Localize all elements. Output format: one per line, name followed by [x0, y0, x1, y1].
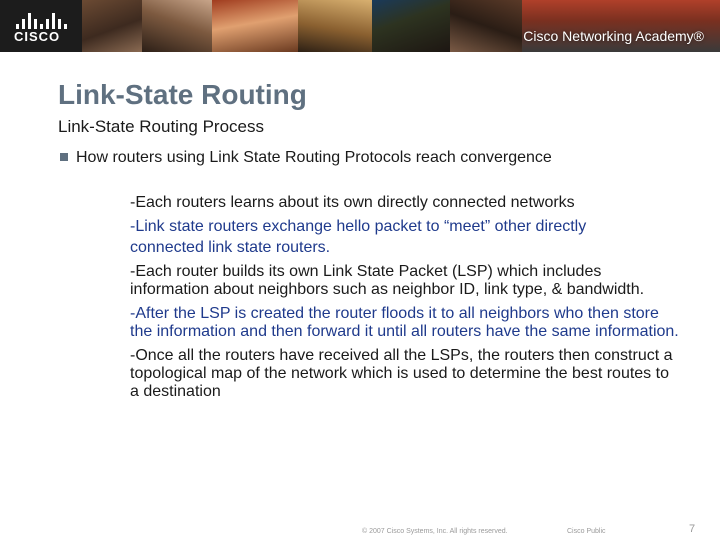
body-paragraph: -Link state routers exchange hello packet to “meet” other directly [130, 218, 587, 235]
banner-photo [298, 0, 372, 52]
page-number: 7 [689, 523, 696, 535]
cisco-bars-icon [16, 11, 66, 29]
body-paragraph: -Each router builds its own Link State Packet (LSP) which includes information about neighbors such as neighbor ID, link type, & bandwidth. [130, 263, 645, 298]
body-paragraph: -Once all the routers have received all the LSPs, the routers then construct a topological map of the network which is used to determine the best routes to a destination [130, 347, 673, 400]
body-paragraph: -Each routers learns about its own directly connected networks [130, 194, 575, 211]
banner-photo [82, 0, 142, 52]
footer-copyright: © 2007 Cisco Systems, Inc. All rights reserved. [362, 528, 508, 535]
header-banner [0, 0, 720, 52]
bullet-item [58, 148, 618, 167]
cisco-wordmark: CISCO [14, 29, 61, 44]
footer-classification: Cisco Public [567, 528, 606, 535]
networking-academy-label: Cisco Networking Academy® [523, 28, 704, 44]
banner-photo [212, 0, 298, 52]
body-paragraph: -After the LSP is created the router floods it to all neighbors who then store the information and then forward it until all routers have the same information. [130, 305, 679, 340]
banner-photo [522, 0, 720, 52]
banner-photo [142, 0, 212, 52]
banner-photo [450, 0, 522, 52]
slide-subtitle: Link-State Routing Process [58, 117, 264, 136]
cisco-logo [0, 0, 82, 52]
bullet-text: How routers using Link State Routing Protocols reach convergence [76, 149, 552, 166]
square-bullet-icon [60, 153, 68, 161]
slide-body [130, 194, 680, 407]
slide-title: Link-State Routing [58, 79, 307, 110]
body-paragraph: connected link state routers. [130, 239, 331, 256]
banner-photo [372, 0, 450, 52]
